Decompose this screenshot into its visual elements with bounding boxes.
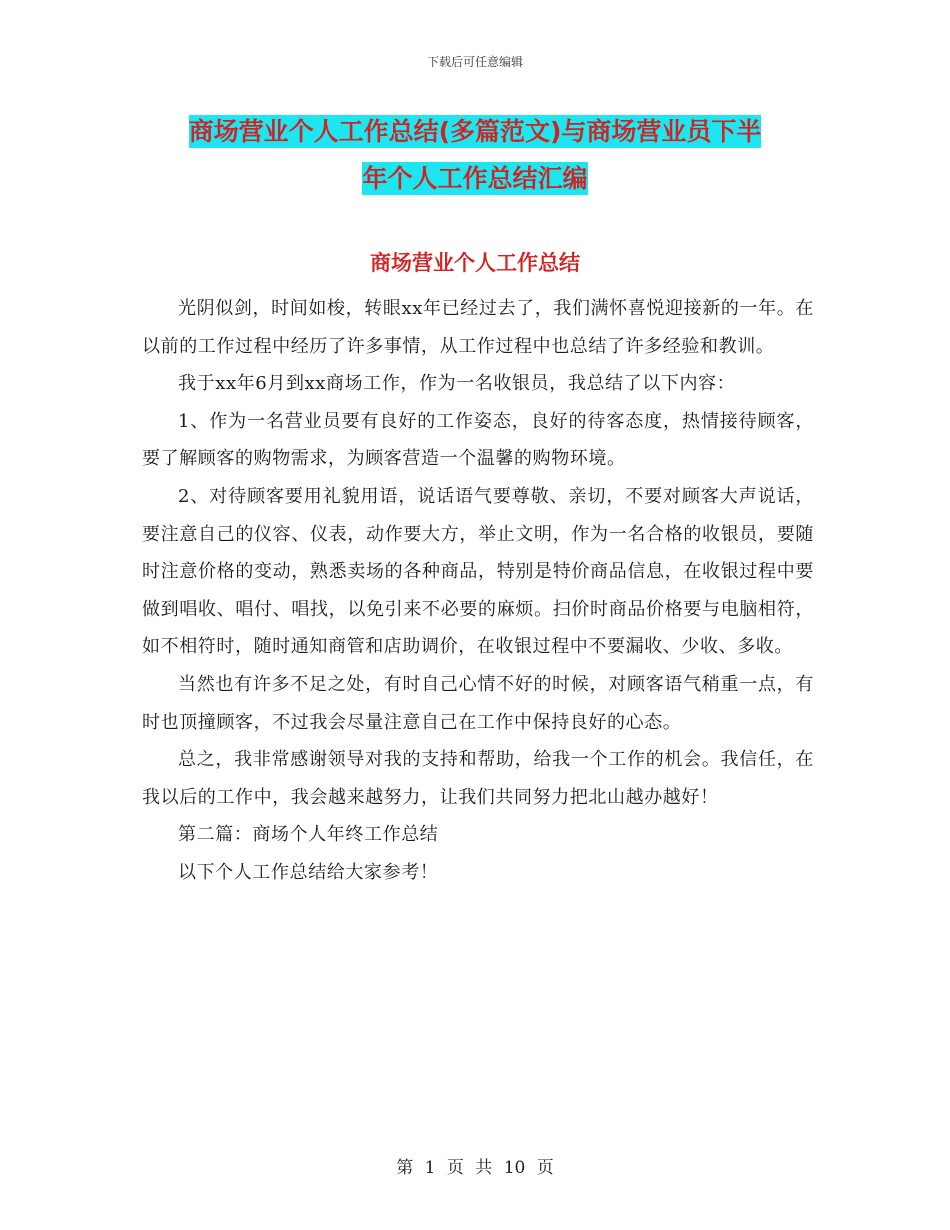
document-title-line-2: 年个人工作总结汇编: [362, 164, 588, 193]
document-title: [150, 108, 800, 202]
section-title: 商场营业个人工作总结: [370, 251, 580, 275]
paragraph-6: 总之，我非常感谢领导对我的支持和帮助，给我一个工作的机会。我信任，在我以后的工作中，我会越来越努力，让我们共同努力把北山越办越好！: [142, 749, 814, 808]
paragraph-4: 2、对待顾客要用礼貌用语，说话语气要尊敬、亲切，不要对顾客大声说话，要注意自己的仪容、仪表，动作要大方，举止文明，作为一名合格的收银员，要随时注意价格的变动，熟悉卖场的各种商品，特别是特价商品信息，在收银过程中要做到唱收、唱付、唱找，以免引来不必要的麻烦。扫价时商品价格要与电脑相符，如不相符时，随时通知商管和店助调价，在收银过程中不要漏收、少收、多收。: [142, 485, 814, 658]
page-header-note: 下载后可任意编辑: [426, 55, 523, 69]
paragraph-1: 光阴似剑，时间如梭，转眼xx年已经过去了，我们满怀喜悦迎接新的一年。在以前的工作过程中经历了许多事情，从工作过程中也总结了许多经验和教训。: [142, 298, 814, 357]
paragraph-8: 以下个人工作总结给大家参考！: [178, 861, 439, 883]
paragraph-5: 当然也有许多不足之处，有时自己心情不好的时候，对顾客语气稍重一点，有时也顶撞顾客，不过我会尽量注意自己在工作中保持良好的心态。: [142, 673, 814, 733]
document-title-line-1: 商场营业个人工作总结(多篇范文)与商场营业员下半: [188, 117, 762, 146]
document-body: [142, 290, 814, 892]
paragraph-3: 1、作为一名营业员要有良好的工作姿态，良好的待客态度，热情接待顾客，要了解顾客的购物需求，为顾客营造一个温馨的购物环境。: [142, 410, 814, 470]
paragraph-7: 第二篇：商场个人年终工作总结: [178, 824, 439, 846]
page-number-footer: 第 1 页 共 10 页: [396, 1158, 554, 1178]
paragraph-2: 我于xx年6月到xx商场工作，作为一名收银员，我总结了以下内容：: [178, 373, 736, 395]
